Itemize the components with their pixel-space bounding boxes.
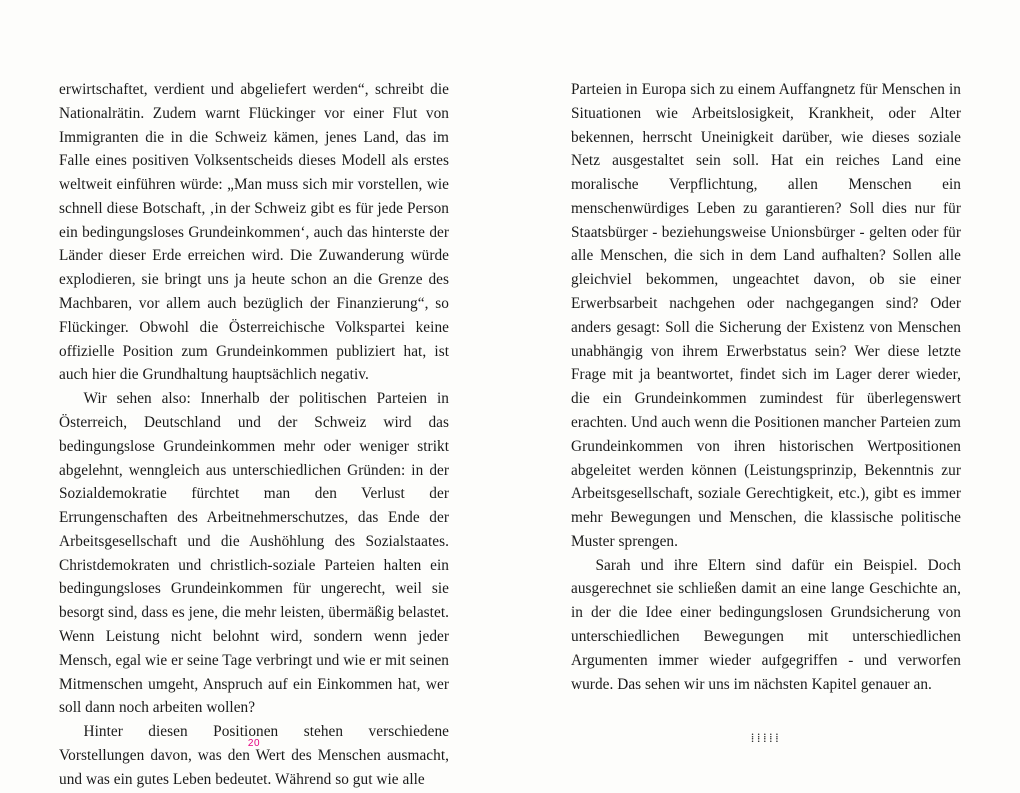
right-page-column [571,78,961,791]
paragraph: Hinter diesen Positionen stehen verschiedene Vorstellungen davon, was den Wert des Menschen ausmacht, und was ein gutes Leben bedeutet. Während so gut wie alle [59,723,449,788]
left-page-column [59,78,449,791]
paragraph: erwirtschaftet, verdient und abgeliefert werden“, schreibt die Nationalrätin. Zudem warnt Flückinger vor einer Flut von Immigranten die in die Schweiz kämen, jenes Land, das im Falle eines positiven Volksentscheids dieses Modell als erstes weltweit einführen würde: „Man muss sich mir vorstellen, wie schnell diese Botschaft, ‚in der Schweiz gibt es für jede Person ein bedingungsloses Grundeinkommen‘, auch das hinterste der Länder dieser Erde erreichen wird. Die Zuwanderung würde explodieren, sie bringt uns ja heute schon an die Grenze des Machbaren, vor allem auch bezüglich der Finanzierung“, so Flückinger. Obwohl die Österreichische Volkspartei keine offizielle Position zum Grundeinkommen publiziert hat, ist auch hier die Grundhaltung hauptsächlich negativ. [59,81,449,384]
spread-columns [0,78,1020,791]
section-ornament: ⁞⁞⁞⁞⁞ [750,730,782,746]
page-number: 20 [247,738,261,749]
paragraph: Sarah und ihre Eltern sind dafür ein Beispiel. Doch ausgerechnet sie schließen damit an eine lange Geschichte an, in der die Idee einer bedingungslosen Grundsicherung von unterschiedlichen Bewegungen mit unterschiedlichen Argumenten immer wieder aufgegriffen - und verworfen wurde. Das sehen wir uns im nächsten Kapitel genauer an. [571,556,961,693]
paragraph: Wir sehen also: Innerhalb der politischen Parteien in Österreich, Deutschland und der Schweiz wird das bedingungslose Grundeinkommen mehr oder weniger strikt abgelehnt, wenngleich aus unterschiedlichen Gründen: in der Sozialdemokratie fürchtet man den Verlust der Errungenschaften des Arbeitnehmerschutzes, das Ende der Arbeitsgesellschaft und die Aushöhlung des Sozialstaates. Christdemokraten und christlich-soziale Parteien halten ein bedingungsloses Grundeinkommen für ungerecht, weil sie besorgt sind, dass es jene, die mehr leisten, übermäßig belastet. Wenn Leistung nicht belohnt wird, sondern wenn jeder Mensch, egal wie er seine Tage verbringt und wie er mit seinen Mitmenschen umgeht, Anspruch auf ein Einkommen hat, wer soll dann noch arbeiten wollen? [59,390,449,717]
paragraph: Parteien in Europa sich zu einem Auffangnetz für Menschen in Situationen wie Arbeitslosigkeit, Krankheit, oder Alter bekennen, herrscht Uneinigkeit darüber, wie dieses soziale Netz ausgestaltet sein soll. Hat ein reiches Land eine moralische Verpflichtung, allen Menschen ein menschenwürdiges Leben zu garantieren? Soll dies nur für Staatsbürger - beziehungsweise Unionsbürger - gelten oder für alle Menschen, die sich in dem Land aufhalten? Sollen alle gleichviel bekommen, ungeachtet davon, ob sie einer Erwerbsarbeit nachgehen oder nachgegangen sind? Oder anders gesagt: Soll die Sicherung der Existenz von Menschen unabhängig von ihrem Erwerbstatus sein? Wer diese letzte Frage mit ja beantwortet, findet sich im Lager derer wieder, die ein Grundeinkommen zumindest für überlegenswert erachten. Und auch wenn die Positionen mancher Parteien zum Grundeinkommen von ihren historischen Wertpositionen abgeleitet werden können (Leistungsprinzip, Bekenntnis zur Arbeitsgesellschaft, soziale Gerechtigkeit, etc.), gibt es immer mehr Bewegungen und Menschen, die klassische politische Muster sprengen. [571,81,961,550]
